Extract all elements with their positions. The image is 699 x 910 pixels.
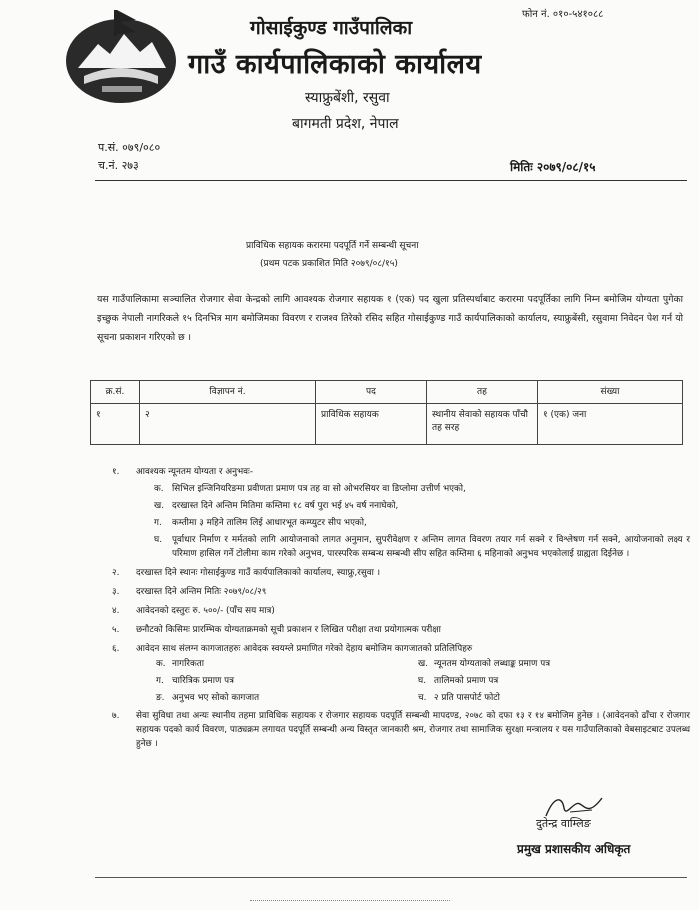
notice-published-date: (प्रथम पटक प्रकाशित मिति २०७९/०८/१५) — [260, 259, 398, 269]
list-item — [154, 499, 690, 513]
vacancy-table — [90, 380, 683, 445]
doc-text: तालिमको प्रमाण पत्र — [434, 676, 499, 686]
item-number: ७. — [112, 711, 120, 721]
list-item — [154, 516, 690, 530]
requirements-list — [112, 465, 690, 756]
item-text: आवेदनको दस्तुरः रु. ५००/- (पाँच सय मात्र) — [136, 606, 275, 616]
province-label: बागमती प्रदेश, नेपाल — [292, 116, 399, 132]
documents-list — [156, 658, 690, 704]
doc-letter: घ. — [418, 676, 426, 686]
list-item — [418, 658, 680, 670]
list-item — [156, 658, 418, 670]
signatory-title: प्रमुख प्रशासकीय अधिकृत — [517, 842, 631, 856]
table-row — [91, 404, 683, 445]
col-level: तह — [427, 381, 538, 404]
item-number: २. — [112, 568, 120, 578]
doc-text: चारित्रिक प्रमाण पत्र — [172, 676, 234, 686]
list-item — [112, 585, 690, 599]
sub-letter: घ. — [154, 535, 162, 545]
list-item — [156, 692, 418, 704]
list-item — [112, 642, 690, 704]
cell-count: १ (एक) जना — [538, 404, 683, 445]
item-number: ४. — [112, 606, 120, 616]
sub-letter: ग. — [154, 518, 162, 528]
col-ad-number: विज्ञापन नं. — [140, 381, 316, 404]
item-number: ६. — [112, 644, 120, 654]
list-item — [156, 675, 418, 687]
list-item — [112, 465, 690, 561]
list-item — [418, 692, 680, 704]
list-item — [112, 604, 690, 618]
list-item — [112, 566, 690, 580]
doc-letter: ङ. — [156, 693, 165, 703]
item-number: १. — [112, 467, 120, 477]
dispatch-number: च.नं. २७३ — [98, 159, 139, 172]
footer-divider — [95, 877, 687, 878]
item-number: ३. — [112, 587, 120, 597]
item-number: ५. — [112, 625, 120, 635]
signatory-name: दुतेन्द्र वाम्लिङ — [536, 817, 591, 830]
phone-number: फोन नं. ०१०-५४१०८८ — [522, 9, 604, 20]
item-text: छनौटको किसिमः प्रारम्भिक योग्यताक्रमको सूची प्रकाशन र लिखित परीक्षा तथा प्रयोगात्मक परीक्षा — [136, 625, 441, 635]
sub-text: पूर्वाधार निर्माण र मर्मतको लागि आयोजनाको लागत अनुमान, सुपरीवेक्षण र अन्तिम लागत विवरण तयार गर्न सक्ने र विश्लेषण गर्न सक्ने, आयोजनाको लक्ष्य र परिमाण हासिल गर्ने टोलीमा काम गरेको अनुभव, पारस्परिक सम्बन्ध सम्बन्धी सीप सहित कम्तिमा ६ महिनाको अनुभव भएकोलाई ग्राह्यता दिईनेछ । — [172, 535, 690, 559]
item-text: आवेदन साथ संलग्न कागजातहरुः आवेदक स्वयम्ले प्रमाणित गरेको देहाय बमोजिम कागजातको प्रतिलिपिहरु — [136, 644, 473, 654]
doc-letter: च. — [418, 693, 427, 703]
footer-edge — [250, 900, 450, 907]
sub-letter: क. — [154, 484, 164, 494]
notice-subject: प्राविधिक सहायक करारमा पदपूर्ति गर्ने सम्बन्धी सूचना — [246, 241, 419, 251]
header-divider — [95, 180, 687, 181]
table-header-row — [91, 381, 683, 404]
list-item — [418, 675, 680, 687]
doc-text: न्यूनतम योग्यताको लब्धाङ्क प्रमाण पत्र — [434, 659, 551, 669]
doc-letter: ख. — [418, 659, 428, 669]
col-post: पद — [316, 381, 427, 404]
doc-text: २ प्रति पासपोर्ट फोटो — [434, 693, 500, 703]
col-count: संख्या — [538, 381, 683, 404]
item-text: दरखास्त दिने स्थानः गोसाईकुण्ड गाउँ कार्यपालिकाको कार्यालय, स्याफ्रु,रसुवा । — [136, 568, 381, 578]
reference-number: प.सं. ०७९/०८० — [98, 141, 161, 154]
col-serial: क्र.सं. — [91, 381, 140, 404]
doc-text: अनुभव भए सोको कागजात — [172, 693, 260, 703]
government-emblem-icon — [58, 6, 184, 106]
sub-text: दरखास्त दिने अन्तिम मितिमा कम्तिमा १८ वर्ष पुरा भई ४५ वर्ष ननाघेको, — [172, 501, 399, 511]
cell-level: स्थानीय सेवाको सहायक पाँचौ तह सरह — [427, 404, 538, 445]
cell-post: प्राविधिक सहायक — [316, 404, 427, 445]
sub-text: सिभिल इन्जिनियरिङमा प्रवीणता प्रमाण पत्र तह वा सो ओभरसियर वा डिप्लोमा उत्तीर्ण भएको, — [172, 484, 466, 494]
municipality-name: गोसाईकुण्ड गाउँपालिका — [250, 17, 413, 39]
list-item — [112, 623, 690, 637]
sub-text: कम्तीमा ३ महिने तालिम लिई आधारभूत कम्प्युटर सीप भएको, — [172, 518, 367, 528]
item-text: सेवा सुविधा तथा अन्यः स्थानीय तहमा प्राविधिक सहायक र रोजगार सहायक पदपूर्ति सम्बन्धी मापदण्ड, २०७८ को दफा १३ र १४ बमोजिम हुनेछ । (आवेदनको ढाँचा र रोजगार सहायक पदको कार्य विवरण, पाठ्यक्रम लगायत पदपूर्ति सम्बन्धी अन्य विस्तृत जानकारी श्रम, रोजगार तथा सामाजिक सुरक्षा मन्त्रालय र यस गाउँपालिकाको वेबसाइटबाट उपलब्ध हुनेछ । — [136, 711, 690, 749]
cell-serial: १ — [91, 404, 140, 445]
notice-body: यस गाउँपालिकामा सञ्चालित रोजगार सेवा केन्द्रको लागि आवश्यक रोजगार सहायक १ (एक) पद खुला प्रतिस्पर्धाबाट करारमा पदपूर्तिका लागि निम्न बमोजिम योग्यता पुगेका इच्छुक नेपाली नागरिकले १५ दिनभित्र माग बमोजिमका विवरण र राजश्व तिरेको रसिद सहित गोसाईकुण्ड गाउँ कार्यपालिकाको कार्यालय, स्याफ्रुबेंसी, रसुवामा निवेदन पेश गर्न यो सूचना प्रकाशन गरिएको छ । — [97, 294, 683, 343]
cell-ad-number: २ — [140, 404, 316, 445]
doc-text: नागरिकता — [172, 659, 205, 669]
letter-date: मितिः २०७९/०८/१५ — [510, 160, 596, 174]
list-item — [112, 709, 690, 751]
item-text: आवश्यक न्यूनतम योग्यता र अनुभवः- — [136, 467, 253, 477]
doc-letter: क. — [156, 659, 166, 669]
item-text: दरखास्त दिने अन्तिम मितिः २०७९/०८/२९ — [136, 587, 267, 597]
sub-letter: ख. — [154, 501, 164, 511]
doc-letter: ग. — [156, 676, 164, 686]
office-address: स्याफ्रुबेंशी, रसुवा — [305, 90, 390, 106]
office-title: गाउँ कार्यपालिकाको कार्यालय — [188, 49, 482, 80]
list-item — [154, 533, 690, 561]
list-item — [154, 482, 690, 496]
